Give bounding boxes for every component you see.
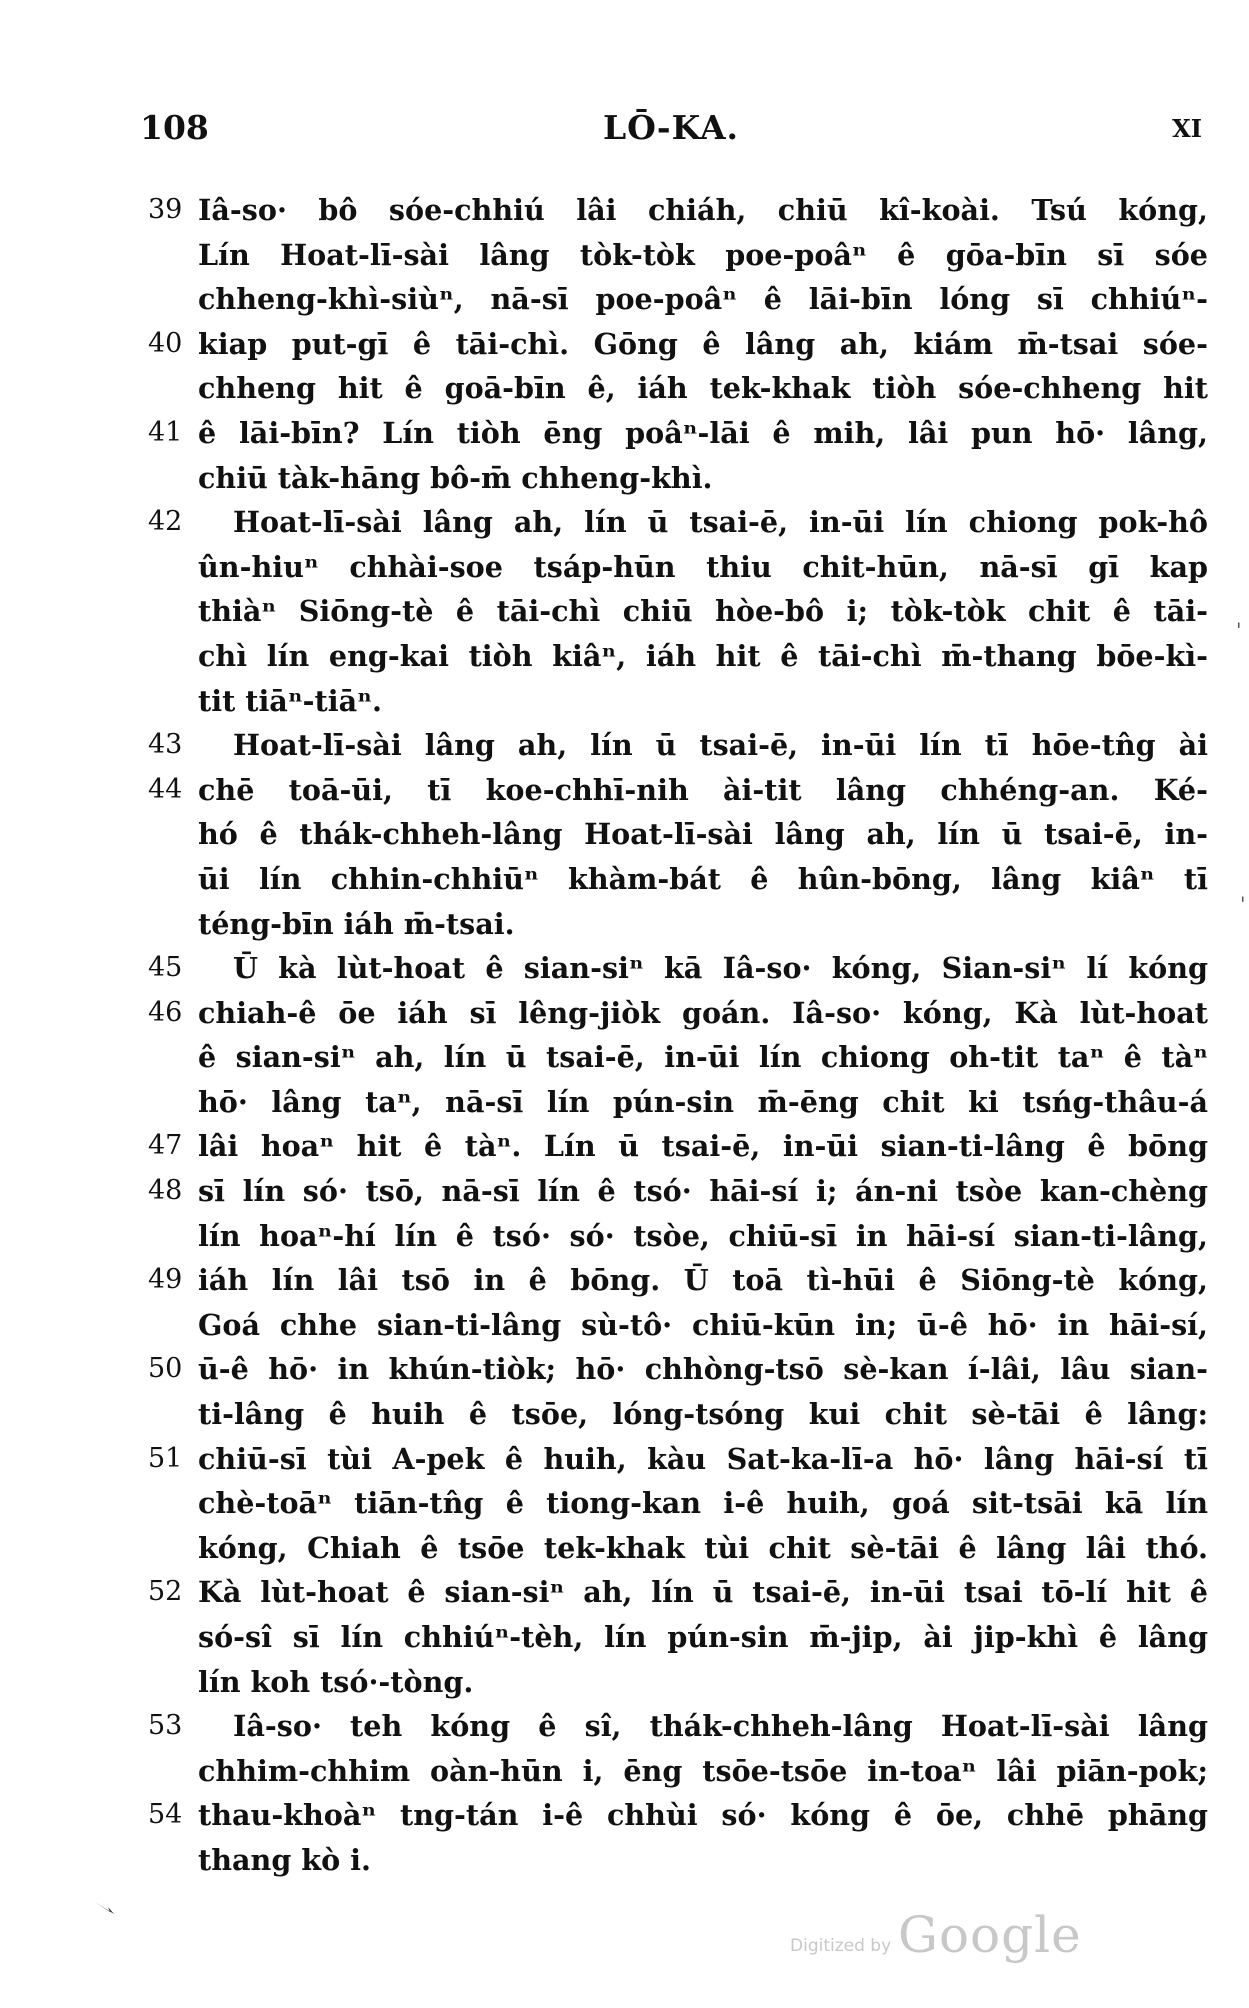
verse-number: 54 xyxy=(148,1799,183,1831)
text-line xyxy=(148,322,1208,367)
ink-blot-mark xyxy=(94,1900,116,1916)
margin-speck: ꞌ xyxy=(1236,618,1242,642)
text-line xyxy=(148,1570,1208,1615)
line-text: chiah-ê ōe iáh sī lêng-jiòk goán. Iâ-so· kóng, Kà lùt-hoat xyxy=(198,995,1208,1030)
text-line xyxy=(148,1793,1208,1838)
line-text: hó ê thák-chheh-lâng Hoat-lī-sài lâng ah, lín ū tsai-ē, in- xyxy=(198,817,1208,852)
text-line xyxy=(148,679,1208,724)
text-line xyxy=(148,1481,1208,1526)
line-text: ê sian-siⁿ ah, lín ū tsai-ē, in-ūi lín chiong oh-tit taⁿ ê tàⁿ xyxy=(198,1040,1208,1075)
line-text: hō· lâng taⁿ, nā-sī lín pún-sin m̄-ēng chit ki tsńg-thâu-á xyxy=(198,1084,1208,1119)
text-line xyxy=(148,411,1208,456)
line-text: Hoat-lī-sài lâng ah, lín ū tsai-ē, in-ūi lín chiong pok-hô xyxy=(233,505,1208,540)
line-text: ūi lín chhin-chhiūⁿ khàm-bát ê hûn-bōng, lâng kiâⁿ tī xyxy=(198,861,1208,896)
text-line xyxy=(148,634,1208,679)
verse-number: 51 xyxy=(148,1442,183,1474)
line-text: thang kò i. xyxy=(198,1842,371,1877)
text-line xyxy=(148,1258,1208,1303)
verse-number: 41 xyxy=(148,416,183,448)
text-line xyxy=(148,1124,1208,1169)
text-line xyxy=(148,902,1208,947)
line-text: lín koh tsó·-tòng. xyxy=(198,1664,474,1699)
text-line xyxy=(148,545,1208,590)
line-text: Ū kà lùt-hoat ê sian-siⁿ kā Iâ-so· kóng, Sian-siⁿ lí kóng xyxy=(233,951,1208,986)
text-line xyxy=(148,1749,1208,1794)
text-line xyxy=(148,1437,1208,1482)
line-text: chē toā-ūi, tī koe-chhī-nih ài-tit lâng chhéng-an. Ké- xyxy=(198,772,1208,807)
text-line xyxy=(148,723,1208,768)
line-text: ê lāi-bīn? Lín tiòh ēng poâⁿ-lāi ê mih, lâi pun hō· lâng, xyxy=(198,415,1208,450)
line-text: kiap put-gī ê tāi-chì. Gōng ê lâng ah, kiám m̄-tsai sóe- xyxy=(198,326,1208,361)
running-title: LŌ-KA. xyxy=(602,108,740,147)
line-text: thiàⁿ Siōng-tè ê tāi-chì chiū hòe-bô i; tòk-tòk chit ê tāi- xyxy=(198,594,1208,629)
line-text: lín hoaⁿ-hí lín ê tsó· só· tsòe, chiū-sī in hāi-sí sian-ti-lâng, xyxy=(198,1218,1208,1253)
line-text: ûn-hiuⁿ chhài-soe tsáp-hūn thiu chit-hūn, nā-sī gī kap xyxy=(198,549,1208,584)
line-text: Lín Hoat-lī-sài lâng tòk-tòk poe-poâⁿ ê gōa-bīn sī sóe xyxy=(198,237,1208,272)
line-text: tit tiāⁿ-tiāⁿ. xyxy=(198,683,382,718)
line-text: thau-khoàⁿ tng-tán i-ê chhùi só· kóng ê ōe, chhē phāng xyxy=(198,1798,1208,1833)
text-line xyxy=(148,1214,1208,1259)
line-text: iáh lín lâi tsō in ê bōng. Ū toā tì-hūi ê Siōng-tè kóng, xyxy=(198,1263,1208,1298)
text-line xyxy=(148,1035,1208,1080)
line-text: Kà lùt-hoat ê sian-siⁿ ah, lín ū tsai-ē, in-ūi tsai tō-lí hit ê xyxy=(198,1575,1208,1610)
text-line xyxy=(148,991,1208,1036)
line-text: téng-bīn iáh m̄-tsai. xyxy=(198,906,515,941)
google-logo: Google xyxy=(898,1906,1082,1964)
text-line xyxy=(148,233,1208,278)
verse-number: 50 xyxy=(148,1353,183,1385)
verse-number: 48 xyxy=(148,1175,183,1207)
text-line xyxy=(148,1704,1208,1749)
text-line xyxy=(148,768,1208,813)
verse-number: 42 xyxy=(148,506,183,538)
text-line xyxy=(148,812,1208,857)
line-text: chì lín eng-kai tiòh kiâⁿ, iáh hit ê tāi-chì m̄-thang bōe-kì- xyxy=(198,638,1208,673)
text-line xyxy=(148,188,1208,233)
line-text: ti-lâng ê huih ê tsōe, lóng-tsóng kui chit sè-tāi ê lâng: xyxy=(198,1397,1208,1432)
text-line xyxy=(148,456,1208,501)
line-text: chiū-sī tùi A-pek ê huih, kàu Sat-ka-lī-a hō· lâng hāi-sí tī xyxy=(198,1441,1208,1476)
verse-number: 43 xyxy=(148,729,183,761)
text-line xyxy=(148,1526,1208,1571)
text-line xyxy=(148,277,1208,322)
line-text: chè-toāⁿ tiān-tn̂g ê tiong-kan i-ê huih, goá sit-tsāi kā lín xyxy=(198,1486,1208,1521)
line-text: chheng-khì-siùⁿ, nā-sī poe-poâⁿ ê lāi-bīn lóng sī chhiúⁿ- xyxy=(198,282,1208,317)
line-text: Hoat-lī-sài lâng ah, lín ū tsai-ē, in-ūi lín tī hōe-tn̂g ài xyxy=(233,728,1208,763)
verse-number: 52 xyxy=(148,1576,183,1608)
page-number: 108 xyxy=(140,108,209,147)
page-header xyxy=(140,108,1202,148)
verse-number: 45 xyxy=(148,952,183,984)
text-line xyxy=(148,1303,1208,1348)
text-line xyxy=(148,1392,1208,1437)
text-line xyxy=(148,1080,1208,1125)
text-line xyxy=(148,589,1208,634)
text-line xyxy=(148,857,1208,902)
line-text: Iâ-so· teh kóng ê sî, thák-chheh-lâng Hoat-lī-sài lâng xyxy=(233,1709,1208,1744)
line-text: chheng hit ê goā-bīn ê, iáh tek-khak tiòh sóe-chheng hit xyxy=(198,371,1208,406)
text-line xyxy=(148,946,1208,991)
text-line xyxy=(148,1347,1208,1392)
text-line xyxy=(148,1838,1208,1883)
verse-number: 53 xyxy=(148,1710,183,1742)
line-text: lâi hoaⁿ hit ê tàⁿ. Lín ū tsai-ē, in-ūi sian-ti-lâng ê bōng xyxy=(198,1129,1208,1164)
text-line xyxy=(148,366,1208,411)
line-text: Goá chhe sian-ti-lâng sù-tô· chiū-kūn in; ū-ê hō· in hāi-sí, xyxy=(198,1307,1208,1342)
margin-speck: ꞌ xyxy=(1240,892,1246,916)
verse-number: 44 xyxy=(148,773,183,805)
digitized-watermark xyxy=(790,1904,1082,1964)
watermark-prefix: Digitized by xyxy=(790,1936,892,1956)
verse-number: 49 xyxy=(148,1264,183,1296)
verse-number: 40 xyxy=(148,327,183,359)
line-text: sī lín só· tsō, nā-sī lín ê tsó· hāi-sí i; án-ni tsòe kan-chèng xyxy=(198,1174,1208,1209)
line-text: ū-ê hō· in khún-tiòk; hō· chhòng-tsō sè-kan í-lâi, lâu sian- xyxy=(198,1352,1208,1387)
line-text: kóng, Chiah ê tsōe tek-khak tùi chit sè-tāi ê lâng lâi thó. xyxy=(198,1530,1208,1565)
line-text: chiū tàk-hāng bô-m̄ chheng-khì. xyxy=(198,460,713,495)
verse-number: 47 xyxy=(148,1130,183,1162)
text-line xyxy=(148,1660,1208,1705)
text-line xyxy=(148,1615,1208,1660)
line-text: chhim-chhim oàn-hūn i, ēng tsōe-tsōe in-toaⁿ lâi piān-pok; xyxy=(198,1753,1208,1788)
chapter-number: XI xyxy=(1172,114,1202,143)
verse-number: 39 xyxy=(148,194,183,225)
scripture-text xyxy=(148,188,1208,1883)
text-line xyxy=(148,500,1208,545)
line-text: só-sî sī lín chhiúⁿ-tèh, lín pún-sin m̄-jip, ài jip-khì ê lâng xyxy=(198,1620,1208,1654)
text-line xyxy=(148,1169,1208,1214)
verse-number: 46 xyxy=(148,996,183,1028)
line-text: Iâ-so· bô sóe-chhiú lâi chiáh, chiū kî-koài. Tsú kóng, xyxy=(198,193,1208,227)
